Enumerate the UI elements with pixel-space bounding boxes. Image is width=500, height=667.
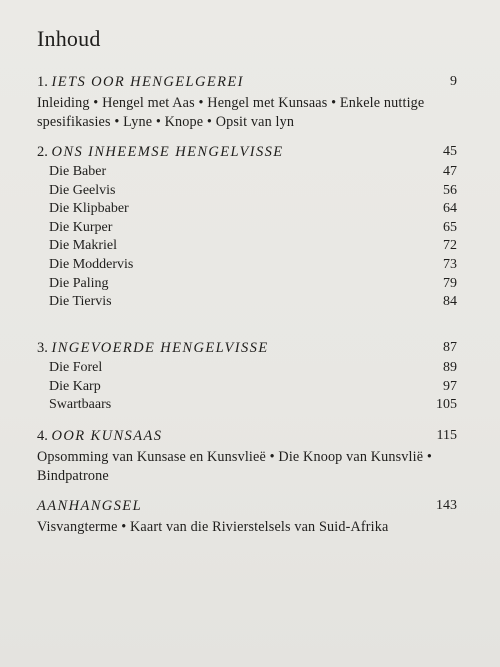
toc-entry (37, 276, 457, 295)
section-page-number: 115 (436, 428, 457, 443)
section-title: AANHANGSEL (37, 498, 143, 514)
section-heading (37, 144, 457, 164)
section-page-number: 143 (436, 498, 457, 513)
section-page-number: 9 (450, 74, 457, 89)
entry-label: Die Geelvis (49, 182, 116, 198)
entry-page-number: 56 (443, 182, 457, 198)
toc-entry (37, 220, 457, 239)
toc-entry (37, 183, 457, 202)
section-number: 1. (37, 74, 48, 90)
section-page-number: 45 (443, 144, 457, 159)
section-description: Opsomming van Kunsase en Kunsvlieë • Die Knoop van Kunsvlië • Bindpatrone (37, 449, 432, 484)
entry-label: Die Klipbaber (49, 201, 129, 217)
entry-page-number: 105 (436, 397, 457, 413)
entry-label: Die Tiervis (49, 294, 112, 310)
entry-page-number: 84 (443, 294, 457, 310)
section-title: IETS OOR HENGELGEREI (51, 74, 244, 90)
entry-label: Swartbaars (49, 397, 112, 413)
toc-entry (37, 257, 457, 276)
section-heading (37, 74, 457, 94)
section-title: INGEVOERDE HENGELVISSE (51, 340, 269, 356)
toc-entry (37, 201, 457, 220)
section-title: OOR KUNSAAS (51, 428, 163, 444)
section-number: 3. (37, 340, 48, 356)
entry-page-number: 64 (443, 201, 457, 217)
section-heading (37, 340, 457, 360)
entry-label: Die Makriel (49, 238, 118, 254)
entry-page-number: 89 (443, 360, 457, 375)
toc-section-2 (37, 144, 457, 313)
entry-label: Die Forel (49, 360, 103, 375)
entry-label: Die Kurper (49, 219, 113, 235)
entry-page-number: 79 (443, 275, 457, 291)
section-description: Visvangterme • Kaart van die Rivierstelsels van Suid-Afrika (37, 519, 389, 535)
toc-section-3 (37, 340, 457, 416)
page-title: Inhoud (37, 26, 101, 51)
section-description: Inleiding • Hengel met Aas • Hengel met Kunsaas • Enkele nuttige spesifikasies • Lyne • Knope • Opsit van lyn (37, 95, 425, 130)
toc-entry (37, 238, 457, 257)
section-number: 4. (37, 428, 48, 444)
section-number: 2. (37, 144, 48, 160)
toc-entry (37, 294, 457, 313)
entry-page-number: 65 (443, 219, 457, 235)
entry-label: Die Baber (49, 164, 107, 179)
section-heading (37, 428, 457, 448)
section-page-number: 87 (443, 340, 457, 355)
toc-entry (37, 164, 457, 183)
section-heading (37, 498, 457, 518)
toc-entry (37, 360, 457, 379)
entry-page-number: 72 (443, 238, 457, 254)
entry-label: Die Moddervis (49, 256, 134, 272)
entry-label: Die Karp (49, 378, 101, 394)
toc-entry (37, 397, 457, 416)
entry-page-number: 73 (443, 256, 457, 272)
entry-label: Die Paling (49, 275, 109, 291)
toc-entry (37, 379, 457, 398)
toc-section-1 (37, 74, 457, 131)
entry-page-number: 97 (443, 378, 457, 394)
toc-section-4 (37, 428, 457, 485)
entry-page-number: 47 (443, 164, 457, 179)
section-title: ONS INHEEMSE HENGELVISSE (51, 144, 284, 160)
toc-appendix (37, 498, 457, 537)
